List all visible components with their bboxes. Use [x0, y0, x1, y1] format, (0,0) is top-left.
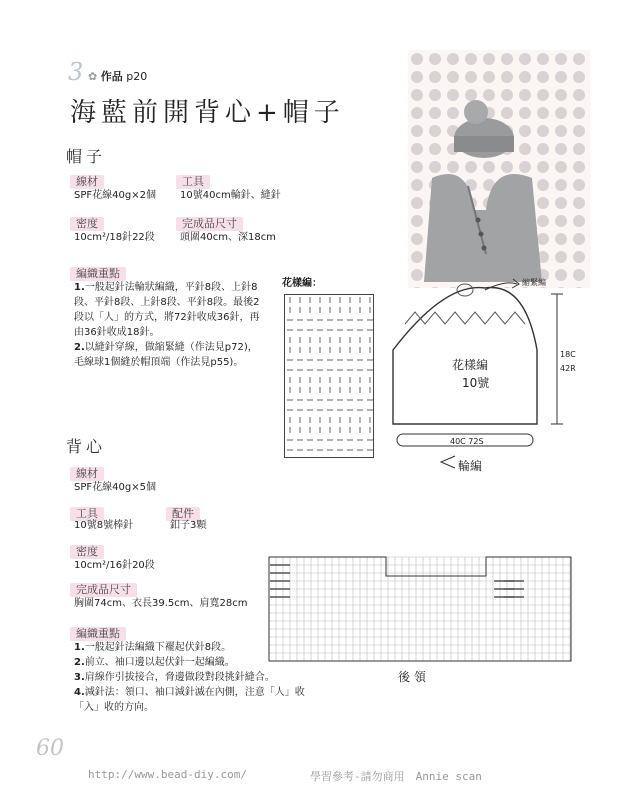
page-number: 60 [36, 736, 64, 761]
vest-yarn-value: SPF花線40g×5個 [74, 482, 156, 493]
flower-icon: ✿ [88, 70, 98, 83]
hat-diagram-center-label: 花樣編 [452, 358, 489, 372]
hat-size-label: 完成品尺寸 [176, 217, 243, 231]
vest-parts-label: 配件 [166, 507, 200, 521]
vest-yarn-label: 線材 [70, 467, 104, 481]
vest-chart-caption: 後領 [398, 670, 431, 684]
vest-point-item: 4.減針法：領口、袖口減針滅在內側，注意「人」收「入」收的方向。 [74, 687, 305, 713]
hat-points-list [74, 280, 266, 370]
hat-yarn-value: SPF花線40g×2個 [74, 190, 156, 201]
hat-yarn-label: 線材 [70, 175, 104, 189]
hat-section-title: 帽子 [66, 147, 107, 166]
page-ref: p20 [126, 70, 148, 83]
vest-size-value: 胸圍74cm、衣長39.5cm、肩寬28cm [74, 598, 248, 609]
hat-points-label: 編織重點 [70, 267, 126, 281]
footer-note: 學習參考-請勿商用 Annie scan [310, 770, 482, 783]
product-photo [408, 50, 590, 288]
hat-point-item: 2.以縫針穿線，做縮緊縫（作法見p72)，毛線球1個縫於帽頂端（作法見p55)。 [74, 342, 258, 368]
vest-tools-label: 工具 [70, 507, 104, 521]
vest-points-label: 編織重點 [70, 627, 126, 641]
work-label: 作品 [100, 70, 123, 83]
vest-size-label: 完成品尺寸 [70, 583, 137, 597]
hat-tools-label: 工具 [176, 175, 210, 189]
hat-gauge-value: 10cm²/18針22段 [74, 232, 155, 243]
hat-stitch-chart [284, 294, 374, 458]
vest-point-item: 1.一般起針法編織下襬起伏針8段。 [74, 642, 232, 653]
vest-parts-value: 釦子3顆 [170, 520, 207, 531]
vest-gauge-label: 密度 [70, 545, 104, 559]
hat-diagram-side-1: 18C [560, 350, 576, 359]
hat-gauge-label: 密度 [70, 217, 104, 231]
hat-point-item: 1.一般起針法輪狀編織，平針8段、上針8段、平針8段、上針8段、平針8段。最後2段以「人」的方式，將72針收成36針，再由36針收成18針。 [74, 282, 260, 338]
hat-diagram-bottom-value: 40C 72S [450, 437, 484, 446]
hat-diagram-top-label: 縮緊編 [522, 278, 546, 287]
hat-diagram-side-2: 42R [560, 364, 576, 373]
work-ref [88, 68, 147, 84]
page-title: 海藍前開背心+帽子 [70, 98, 345, 128]
hat-diagram-bottom-label: 輪編 [458, 459, 483, 473]
hat-tools-value: 10號40cm輪針、縫針 [180, 190, 281, 201]
vest-point-item: 3.肩線作引拔接合，脅邊做段對段挑針縫合。 [74, 672, 275, 683]
product-photo-image [408, 50, 590, 288]
pattern-number: 3 [68, 58, 84, 86]
vest-tools-value: 10號8號棒針 [74, 520, 134, 531]
hat-diagram-center-sub: 10號 [462, 376, 490, 390]
vest-section-title: 背心 [66, 437, 107, 456]
hat-size-value: 頭圍40cm、深18cm [180, 232, 276, 243]
vest-point-item: 2.前立、袖口邊以起伏針一起編織。 [74, 657, 235, 668]
vest-neck-chart [268, 556, 572, 662]
footer-url: http://www.bead-diy.com/ [88, 768, 247, 781]
hat-chart-label: 花樣編： [282, 278, 322, 289]
vest-gauge-value: 10cm²/16針20段 [74, 560, 155, 571]
